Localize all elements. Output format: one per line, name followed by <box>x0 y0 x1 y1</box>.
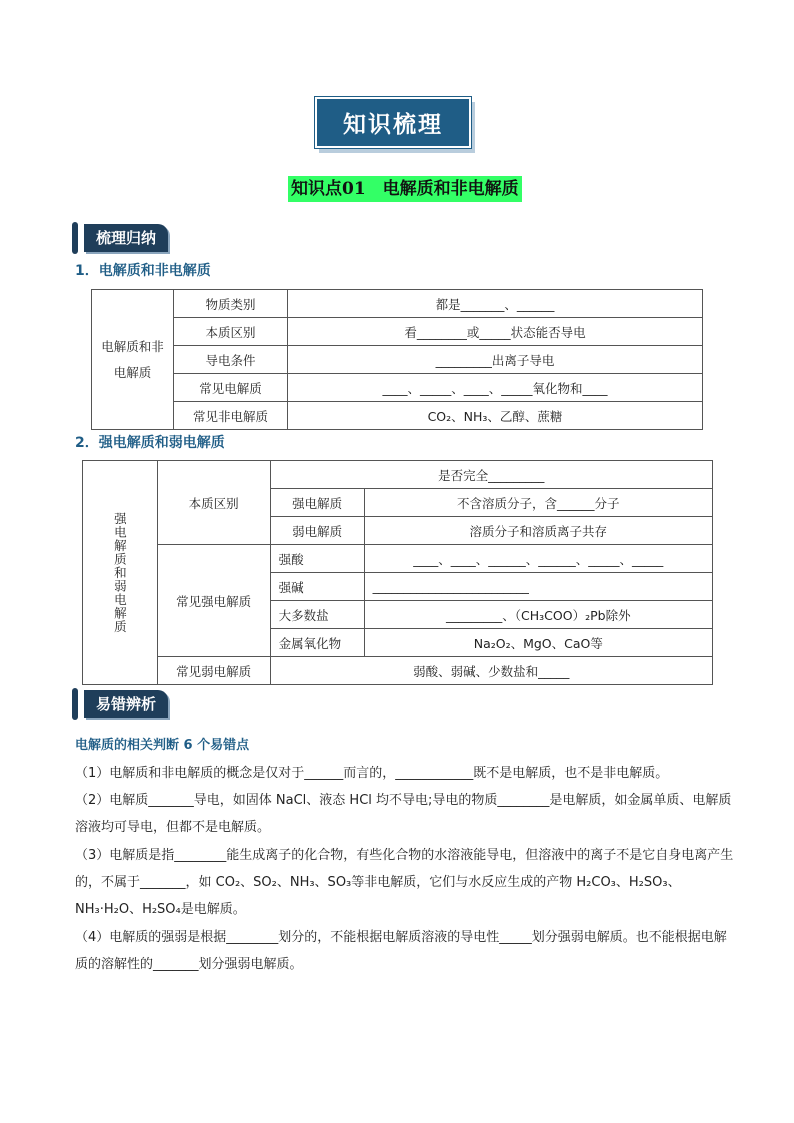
salt-label: 大多数盐 <box>270 601 364 629</box>
weak-label: 弱电解质 <box>270 517 364 545</box>
essence-label: 本质区别 <box>157 461 270 545</box>
group-cell-vertical: 强电解质和弱电解质 <box>83 461 158 685</box>
error-point-3: （3）电解质是指________能生成离子的化合物，有些化合物的水溶液能导电，但溶液中的离子不是它自身电离产生的，不属于_______，如 CO₂、SO₂、NH₃、SO₃等非电解质，它们与水反应生成的产物 H₂CO₃、H₂SO₃、NH₃·H₂O、H₂SO₄是电解质。 <box>75 848 734 917</box>
weak-value: 溶质分子和溶质离子共存 <box>364 517 712 545</box>
strong-value: 不含溶质分子，含______分子 <box>364 489 712 517</box>
summary-tag-label: 梳理归纳 <box>84 224 168 252</box>
base-label: 强碱 <box>270 573 364 601</box>
row-value: CO₂、NH₃、乙醇、蔗糖 <box>288 402 703 430</box>
tag-bar <box>72 222 78 254</box>
row-key: 常见非电解质 <box>174 402 288 430</box>
section-banner: 知识梳理 <box>315 97 471 148</box>
section-1-title: 1．电解质和非电解质 <box>75 263 211 279</box>
row-value: _________出离子导电 <box>288 346 703 374</box>
section-2-title: 2．强电解质和弱电解质 <box>75 435 225 451</box>
oxide-value: Na₂O₂、MgO、CaO等 <box>364 629 712 657</box>
error-point-2: （2）电解质_______导电，如固体 NaCl、液态 HCl 均不导电;导电的物质________是电解质，如金属单质、电解质溶液均可导电，但都不是电解质。 <box>75 793 732 835</box>
group-cell: 电解质和非电解质 <box>92 290 174 430</box>
table-strong-weak <box>82 460 713 685</box>
common-weak-value: 弱酸、弱碱、少数盐和_____ <box>270 657 712 685</box>
errors-tag-label: 易错辨析 <box>84 690 168 718</box>
essence-head: 是否完全_________ <box>270 461 712 489</box>
row-value: 都是_______、______ <box>288 290 703 318</box>
common-weak-label: 常见弱电解质 <box>157 657 270 685</box>
oxide-label: 金属氧化物 <box>270 629 364 657</box>
summary-tag <box>72 222 168 254</box>
tag-bar <box>72 688 78 720</box>
acid-value: ____、____、______、______、_____、_____ <box>364 545 712 573</box>
table-electrolytes <box>91 289 703 430</box>
error-point-4: （4）电解质的强弱是根据________划分的，不能根据电解质溶液的导电性_____划分强弱电解质。也不能根据电解质的溶解性的_______划分强弱电解质。 <box>75 930 727 972</box>
row-key: 导电条件 <box>174 346 288 374</box>
row-key: 本质区别 <box>174 318 288 346</box>
errors-tag <box>72 688 168 720</box>
strong-label: 强电解质 <box>270 489 364 517</box>
acid-label: 强酸 <box>270 545 364 573</box>
error-point-1: （1）电解质和非电解质的概念是仅对于______而言的，____________既不是电解质，也不是非电解质。 <box>75 766 669 781</box>
knowledge-point-title: 知识点01 电解质和非电解质 <box>288 176 522 202</box>
errors-subtitle: 电解质的相关判断 6 个易错点 <box>75 738 250 753</box>
salt-value: _________、（CH₃COO）₂Pb除外 <box>364 601 712 629</box>
row-value: 看________或_____状态能否导电 <box>288 318 703 346</box>
row-key: 常见电解质 <box>174 374 288 402</box>
common-strong-label: 常见强电解质 <box>157 545 270 657</box>
row-key: 物质类别 <box>174 290 288 318</box>
row-value: ____、_____、____、_____氧化物和____ <box>288 374 703 402</box>
base-value: _________________________ <box>364 573 712 601</box>
